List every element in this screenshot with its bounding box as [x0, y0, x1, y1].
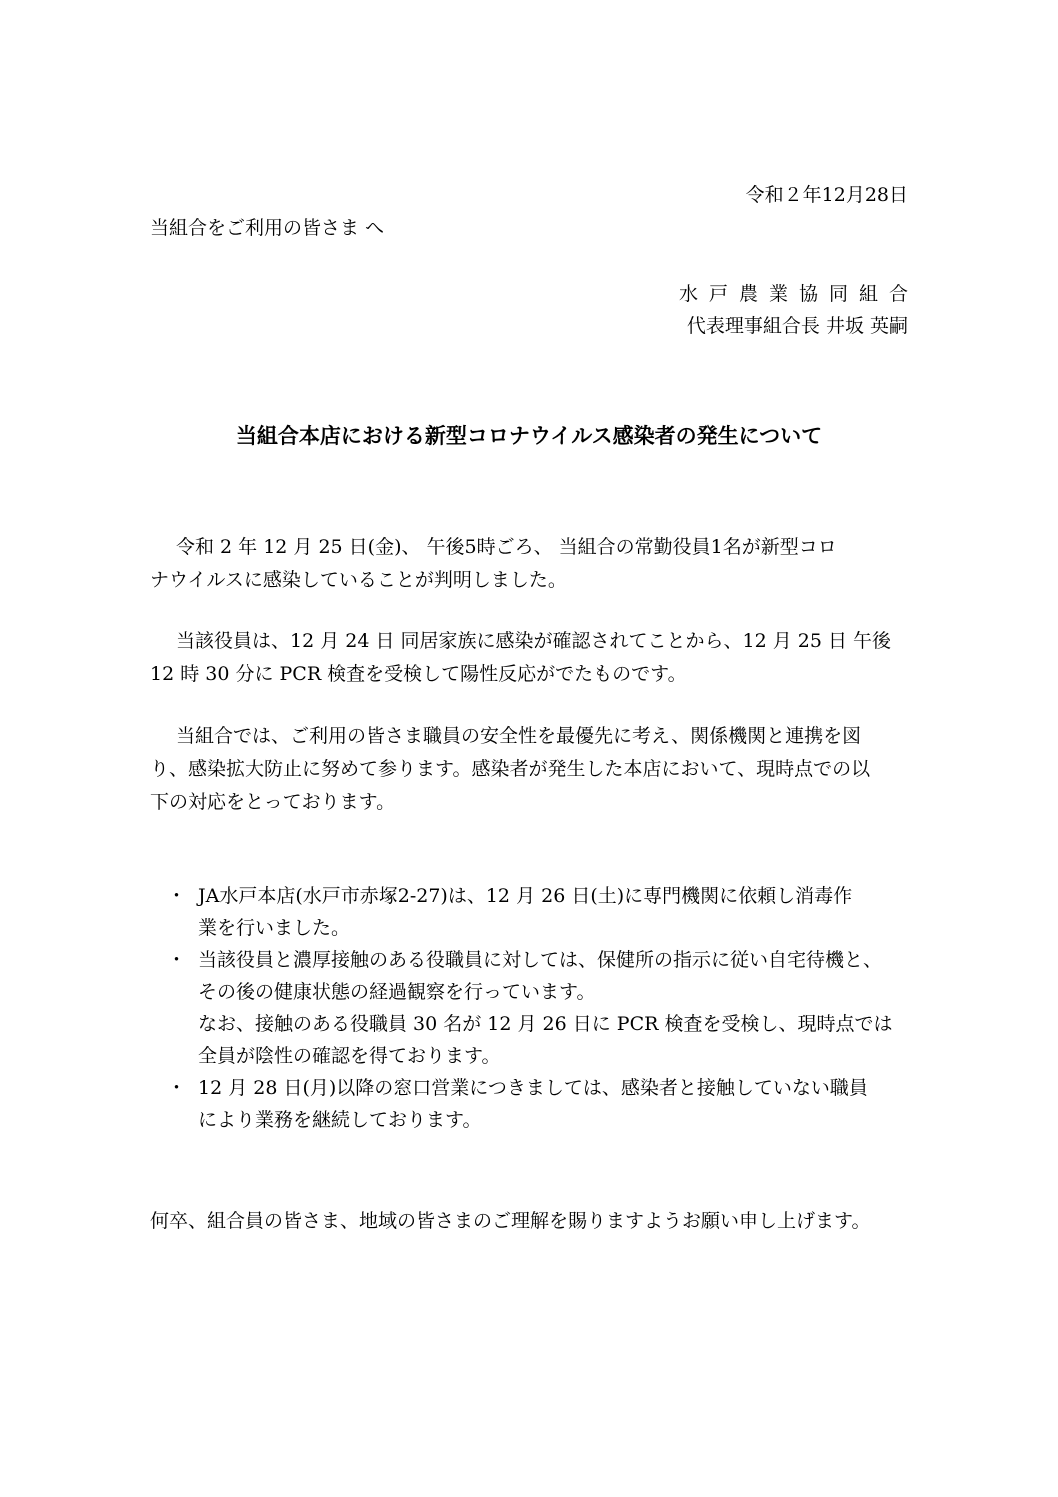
paragraph-details [150, 625, 912, 691]
list-item [150, 944, 930, 1072]
bullet-mark: ・ [167, 1077, 187, 1099]
list-item-line: 12 月 28 日(月)以降の窓口営業につきましては、感染者と接触していない職員 [198, 1077, 868, 1099]
paragraph-line: 令和 2 年 12 月 25 日(金)、 午後5時ごろ、 当組合の常勤役員1名が新型コロ [176, 536, 837, 558]
list-item [150, 880, 930, 944]
paragraph-line: り、感染拡大防止に努めて参ります。感染者が発生した本店において、現時点での以 [150, 758, 871, 780]
list-item-line: なお、接触のある役職員 30 名が 12 月 26 日に PCR 検査を受検し、現時点では [198, 1013, 893, 1035]
list-item-line: JA水戸本店(水戸市赤塚2-27)は、12 月 26 日(土)に専門機関に依頼し消毒作 [198, 885, 853, 907]
bullet-mark: ・ [167, 949, 187, 971]
paragraph-line: 12 時 30 分に PCR 検査を受検して陽性反応がでたものです。 [150, 663, 687, 685]
measures-list [150, 880, 930, 1136]
list-item-line: 当該役員と濃厚接触のある役職員に対しては、保健所の指示に従い自宅待機と、 [198, 949, 883, 971]
list-item-line: 業を行いました。 [198, 917, 351, 939]
paragraph-line: 当該役員は、12 月 24 日 同居家族に感染が確認されてことから、12 月 25 日 午後 [176, 630, 892, 652]
paragraph-line: 当組合では、ご利用の皆さま職員の安全性を最優先に考え、関係機関と連携を図 [176, 725, 862, 747]
document-title: 当組合本店における新型コロナウイルス感染者の発生について [235, 424, 823, 448]
addressee: 当組合をご利用の皆さま へ [150, 217, 385, 239]
document-date: 令和２年12月28日 [745, 184, 908, 206]
paragraph-response [150, 720, 912, 819]
paragraph-line: ナウイルスに感染していることが判明しました。 [150, 569, 567, 591]
list-item-line: により業務を継続しております。 [198, 1109, 482, 1131]
bullet-mark: ・ [167, 885, 187, 907]
organization-name: 水戸農業協同組合 [678, 283, 919, 305]
representative-name: 代表理事組合長 井坂 英嗣 [686, 315, 908, 337]
list-item-line: 全員が陰性の確認を得ております。 [198, 1045, 501, 1067]
paragraph-incident [150, 531, 912, 597]
list-item [150, 1072, 930, 1136]
paragraph-line: 下の対応をとっております。 [150, 791, 396, 813]
list-item-line: その後の健康状態の経過観察を行っています。 [198, 981, 596, 1003]
closing-remark: 何卒、組合員の皆さま、地域の皆さまのご理解を賜りますようお願い申し上げます。 [150, 1210, 871, 1232]
